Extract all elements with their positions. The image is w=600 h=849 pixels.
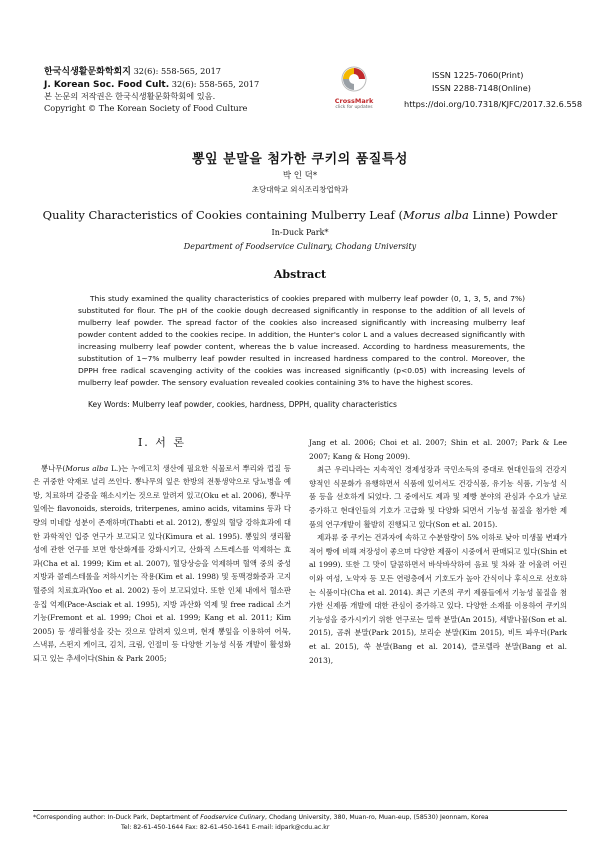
keywords-line — [88, 400, 397, 409]
abstract-body: This study examined the quality characteristics of cookies prepared with mulberry leaf powder (0, 1, 3, 5, and 7%) substituted for flour. The pH of the cookie dough decreased significantly in response to the addition of all levels of mulberry leaf powder. The spread factor of the cookies also increased significantly with increasing mulberry leaf powder content added to the cookies recipe. In addition, the Hunter's color L and a values decreased significantly with increasing mulberry leaf powder content, whereas the b value increased. According to hardness measurements, the substitution of 1~7% mulberry leaf powder resulted in increased hardness compared to the control. Moreover, the DPPH free radical scavenging activity of the cookies was increased significantly (p<0.05) with increasing levels of mulberry leaf powder. The sensory evaluation revealed cookies containing 3% to have the highest scores. — [78, 294, 525, 387]
citation-en: 32(6): 558-565, 2017 — [171, 78, 260, 89]
abstract-heading: Abstract — [273, 268, 327, 281]
journal-name-ko: 한국식생활문화학회지 — [44, 67, 131, 77]
keywords-list: Mulberry leaf powder, cookies, hardness, DPPH, quality characteristics — [132, 400, 397, 409]
section-heading-intro: I. 서 론 — [137, 436, 187, 449]
footnote-dept: Foodservice Culinary — [200, 814, 265, 821]
crossmark-icon — [341, 66, 367, 92]
crossmark-label: CrossMark — [334, 97, 374, 105]
title-korean: 뽕잎 분말을 첨가한 쿠키의 품질특성 — [192, 152, 408, 167]
journal-header — [44, 66, 259, 114]
citation-ko: 32(6): 558-565, 2017 — [133, 66, 222, 76]
intro-p1-rest: L.)는 누에고치 생산에 필요한 식물로서 뿌리와 껍질 등은 귀중한 약재로 널리 쓰인다. 뽕나무의 잎은 한방의 전통생약으로 당뇨병을 예방, 치료하며 갈증을 해소시키는 것으로 알려져 있고(Oku et al. 2006), 뽕나무 잎에는 flavonoids, steroids, triterpenes, amino acids, vitamins 등과 다량의 미네랄 성분이 존재하며(Thabti et al. 2012), 뽕잎의 혈당 강하효과에 대한 과학적인 입증 연구가 보고되고 있다(Kimura et al. 1995). 뽕잎의 생리활성에 관한 연구를 보면 항산화계를 강화시키고, 산화적 스트레스를 억제하는 효과(Cha et al. 1999; Kim et al. 2007), 혈당상승을 억제하며 혈액 중의 중성지방과 콜레스테롤을 저하시키는 작용(Kim et al. 1998) 및 동맥경화증과 고지혈증의 치료효과(Yoo et al. 2002) 등이 보고되었다. 또한 인체 내에서 혈소판 응집 억제(Pace-Asciak et al. 1995), 지방 과산화 억제 및 free radical 소거 기능(Fremont et al. 1999; Choi et al. 1999; Kang et al. 2011; Kim 2005) 등 생리활성을 갖는 것으로 알려져 있으며, 현재 뽕잎을 이용하여 어묵, 스낵류, 스펀지 케이크, 김치, 크림, 인절미 등 다양한 기능성 식품 개발이 활성화되고 있는 추세이다(Shin & Park 2005; — [33, 463, 291, 663]
doi-link[interactable]: https://doi.org/10.7318/KJFC/2017.32.6.558 — [404, 99, 583, 109]
footnote-line1-b: , Chodang University, 380, Muan-ro, Muan-eup, (58530) Jeonnam, Korea — [265, 814, 489, 821]
corresponding-author-footnote — [33, 813, 489, 833]
title-en-part1: Quality Characteristics of Cookies containing Mulberry Leaf ( — [42, 208, 403, 222]
affiliation-english: Department of Foodservice Culinary, Chodang University — [183, 242, 417, 251]
title-en-part2: Linne) Powder — [468, 208, 558, 222]
crossmark-badge[interactable] — [330, 66, 378, 110]
footnote-contact: Tel: 82-61-450-1644 Fax: 82-61-450-1641 E-mail: idpark@cdu.ac.kr — [121, 824, 330, 831]
journal-name-en: J. Korean Soc. Food Cult. — [44, 79, 170, 90]
footnote-divider — [33, 810, 567, 811]
issn-print: ISSN 1225-7060(Print) — [432, 70, 524, 80]
intro-p1-species: Morus alba — [65, 463, 109, 473]
author-korean: 박 인 덕* — [282, 171, 318, 181]
affiliation-korean: 초당대학교 외식조리창업학과 — [251, 185, 349, 194]
title-en-species: Morus alba — [402, 208, 469, 222]
copyright-en: Copyright © The Korean Society of Food Culture — [44, 102, 248, 113]
issn-block — [432, 69, 531, 95]
intro-paragraph-2: 최근 우리나라는 지속적인 경제성장과 국민소득의 증대로 현대인들의 건강지향적인 식문화가 유행하면서 식품에 있어서도 건강식품, 유기농 식품, 기능성 식품 등을 선호하게 되었다. 그 중에서도 제과 및 제빵 분야의 관심과 수요가 날로 증가하고 현대인들의 기호가 고급화 및 다양화 되면서 기능성 물질을 첨가한 제품의 연구개발이 활발히 진행되고 있다(Son et al. 2015). — [309, 465, 567, 529]
intro-paragraph-3: 제과류 중 쿠키는 건과자에 속하고 수분함량이 5% 이하로 낮아 미생물 변패가 적어 빵에 비해 저장성이 좋으며 다양한 제품이 시중에서 판매되고 있다(Shin et al 1999). 또한 그 맛이 달콤하면서 바삭바삭하여 음료 및 차와 잘 어울려 어린이와 여성, 노약자 등 모든 연령층에서 기호도가 높아 간식이나 후식으로 선호하는 식품이다(Cha et al. 2014). 최근 기존의 쿠키 제품들에서 기능성 물질을 첨가한 신제품 개발에 대한 관심이 증가하고 있다. 다양한 소재를 이용하여 쿠키의 기능성을 증가시키기 위한 연구로는 밀싹 분말(An 2015), 세발나물(Son et al. 2015), 곰취 분말(Park 2015), 보리순 분말(Kim 2015), 비트 파우더(Park et al. 2015), 쑥 분말(Bang et al. 2014), 클로렐라 분말(Bang et al. 2013), — [309, 533, 567, 665]
intro-column-left — [33, 436, 291, 666]
crossmark-sublabel: click for updates — [335, 105, 373, 110]
copyright-ko: 본 논문의 저작권은 한국식생활문화학회에 있음. — [44, 91, 216, 101]
author-english: In-Duck Park* — [271, 228, 329, 237]
intro-p1-start: 뽕나무( — [41, 463, 66, 473]
intro-paragraph-continued: Jang et al. 2006; Choi et al. 2007; Shin et al. 2007; Park & Lee 2007; Kang & Hong 2009). — [309, 438, 567, 461]
issn-online: ISSN 2288-7148(Online) — [432, 83, 531, 93]
intro-column-right — [309, 436, 567, 667]
footnote-line1-a: *Corresponding author: In-Duck Park, Deptartment of — [33, 814, 201, 821]
keywords-label: Key Words: — [88, 400, 130, 409]
title-english — [0, 208, 600, 222]
intro-paragraph-1 — [33, 462, 291, 666]
